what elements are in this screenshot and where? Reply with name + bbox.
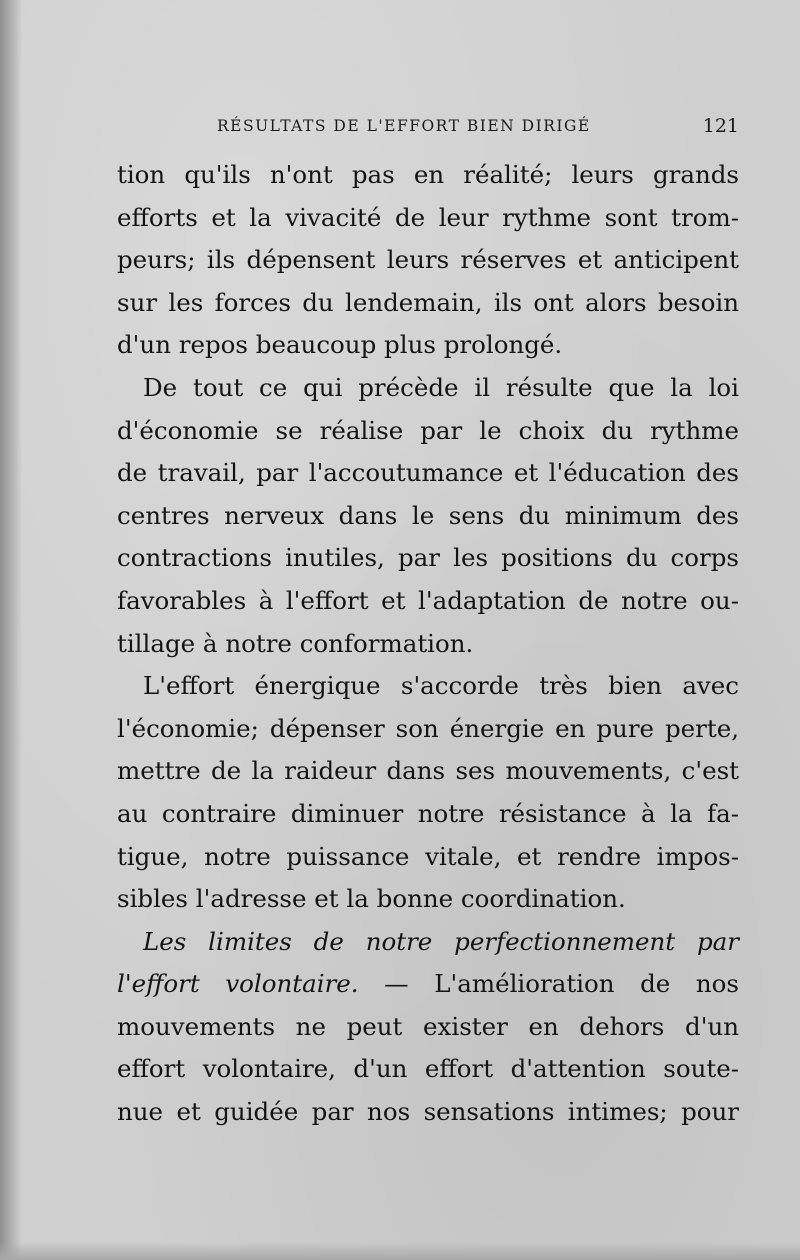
text-line: effort volontaire, d'un effort d'attention soute- — [117, 1054, 739, 1084]
text-line: favorables à l'effort et l'adaptation de notre ou- — [117, 585, 739, 615]
text-line: L'effort énergique s'accorde très bien avec — [143, 671, 739, 701]
running-title: RÉSULTATS DE L'EFFORT BIEN DIRIGÉ — [217, 117, 591, 135]
text-line: sur les forces du lendemain, ils ont alors besoin — [117, 287, 739, 317]
text-line: efforts et la vivacité de leur rythme sont trom- — [117, 202, 739, 232]
text-run: — L'amélioration de nos — [358, 969, 739, 999]
text-line: De tout ce qui précède il résulte que la loi — [143, 372, 739, 402]
page-bottom-edge-shadow — [0, 1242, 800, 1260]
page-number: 121 — [702, 115, 739, 137]
text-line: tion qu'ils n'ont pas en réalité; leurs grands — [117, 160, 739, 189]
text-line: au contraire diminuer notre résistance à la fa- — [117, 798, 739, 828]
text-line: peurs; ils dépensent leurs réserves et anticipent — [117, 245, 739, 275]
text-line: contractions inutiles, par les positions du corps — [117, 543, 739, 573]
text-line: mettre de la raideur dans ses mouvements, c'est — [117, 756, 739, 786]
section-heading-line: Les limites de notre perfectionnement par — [143, 926, 739, 956]
text-line: d'économie se réalise par le choix du rythme — [117, 415, 739, 445]
text-line: de travail, par l'accoutumance et l'éducation des — [117, 458, 739, 488]
section-heading-line-continued — [117, 963, 739, 1006]
text-line: mouvements ne peut exister en dehors d'un — [117, 1011, 739, 1041]
page-left-edge-shadow — [0, 0, 22, 1260]
page-header — [117, 113, 739, 143]
text-line: tillage à notre conformation. — [117, 628, 474, 658]
text-line: l'économie; dépenser son énergie en pure perte, — [117, 713, 739, 743]
text-line: d'un repos beaucoup plus prolongé. — [117, 330, 563, 360]
text-line: sibles l'adresse et la bonne coordination. — [117, 884, 626, 914]
section-heading-tail: l'effort volontaire. — [117, 969, 359, 999]
body-text — [117, 154, 739, 1134]
text-line: centres nerveux dans le sens du minimum des — [117, 500, 739, 530]
text-line: tigue, notre puissance vitale, et rendre impos- — [117, 841, 739, 871]
text-line: nue et guidée par nos sensations intimes; pour — [117, 1097, 739, 1127]
